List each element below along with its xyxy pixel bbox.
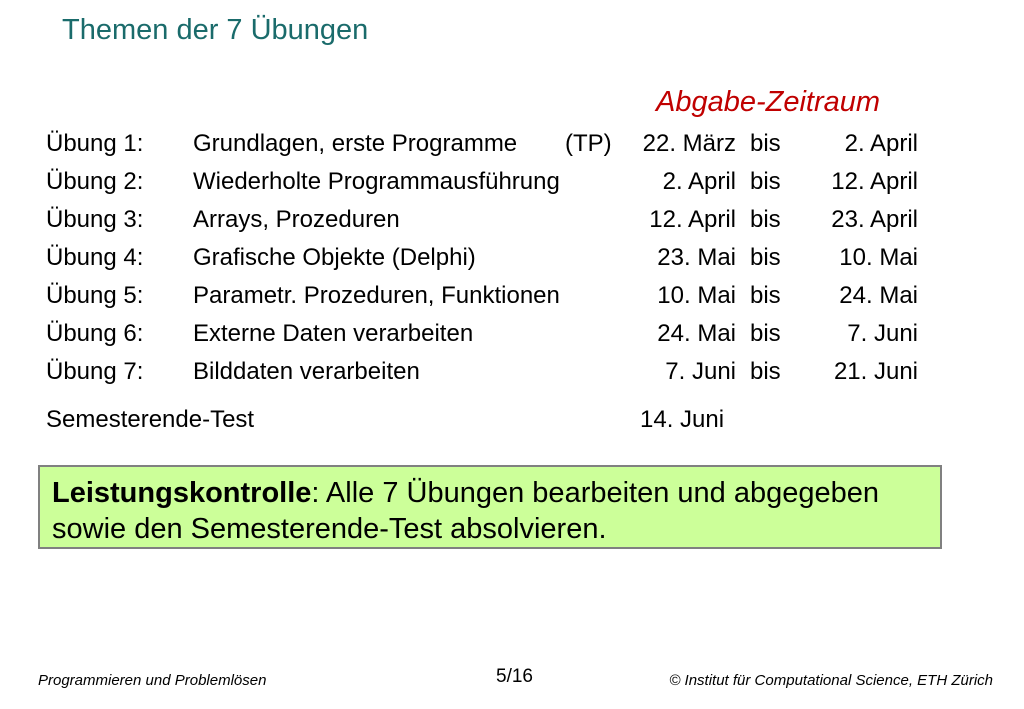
- exercise-to-date: 7. Juni: [847, 320, 918, 347]
- exercise-bis: bis: [750, 206, 781, 233]
- page-number: 5/16: [496, 666, 533, 687]
- exercise-to-date: 23. April: [831, 206, 918, 233]
- exercise-topic: Arrays, Prozeduren: [193, 206, 400, 233]
- exercise-topic: Bilddaten verarbeiten: [193, 358, 420, 385]
- exercise-bis: bis: [750, 168, 781, 195]
- exercise-to-date: 21. Juni: [833, 358, 918, 385]
- exercise-bis: bis: [750, 244, 781, 271]
- exercise-topic: Externe Daten verarbeiten: [193, 320, 474, 347]
- exercise-from-date: 23. Mai: [657, 244, 736, 271]
- exercise-bis: bis: [750, 320, 781, 347]
- footer-copyright: © Institut für Computational Science, ETH Zürich: [669, 672, 993, 689]
- exercise-tag: (TP): [565, 130, 612, 157]
- exercise-topic: Grafische Objekte (Delphi): [193, 244, 476, 271]
- exercise-topic: Parametr. Prozeduren, Funktionen: [193, 282, 560, 309]
- exercise-from-date: 24. Mai: [657, 320, 736, 347]
- exercise-topic: Grundlagen, erste Programme: [193, 130, 518, 157]
- exercise-label: Übung 2:: [46, 168, 144, 195]
- semester-test-date: 14. Juni: [640, 406, 725, 433]
- exercise-from-date: 7. Juni: [665, 358, 736, 385]
- exercise-to-date: 2. April: [844, 130, 918, 157]
- exercise-from-date: 22. März: [642, 130, 736, 157]
- exercise-label: Übung 7:: [46, 358, 144, 385]
- callout-text: : Alle 7 Übungen bearbeiten und abgegeben sowie den Semesterende-Test absolvieren.: [52, 477, 880, 545]
- exercise-bis: bis: [750, 130, 781, 157]
- exercise-to-date: 10. Mai: [839, 244, 918, 271]
- exercise-from-date: 10. Mai: [657, 282, 736, 309]
- exercise-label: Übung 1:: [46, 130, 144, 157]
- exercise-bis: bis: [750, 282, 781, 309]
- exercise-label: Übung 3:: [46, 206, 144, 233]
- callout-bold-label: Leistungskontrolle: [52, 477, 312, 509]
- exercise-topic: Wiederholte Programmausführung: [193, 168, 560, 195]
- exercise-label: Übung 5:: [46, 282, 144, 309]
- exercise-bis: bis: [750, 358, 781, 385]
- slide-title: Themen der 7 Übungen: [62, 14, 369, 46]
- footer-course-name: Programmieren und Problemlösen: [38, 672, 267, 689]
- column-header-abgabe: Abgabe-Zeitraum: [656, 86, 881, 118]
- semester-test-label: Semesterende-Test: [46, 406, 255, 433]
- exercise-label: Übung 4:: [46, 244, 144, 271]
- exercise-to-date: 12. April: [831, 168, 918, 195]
- exercise-from-date: 2. April: [662, 168, 736, 195]
- exercise-from-date: 12. April: [649, 206, 736, 233]
- exercise-label: Übung 6:: [46, 320, 144, 347]
- performance-control-callout: [38, 465, 942, 549]
- exercise-to-date: 24. Mai: [839, 282, 918, 309]
